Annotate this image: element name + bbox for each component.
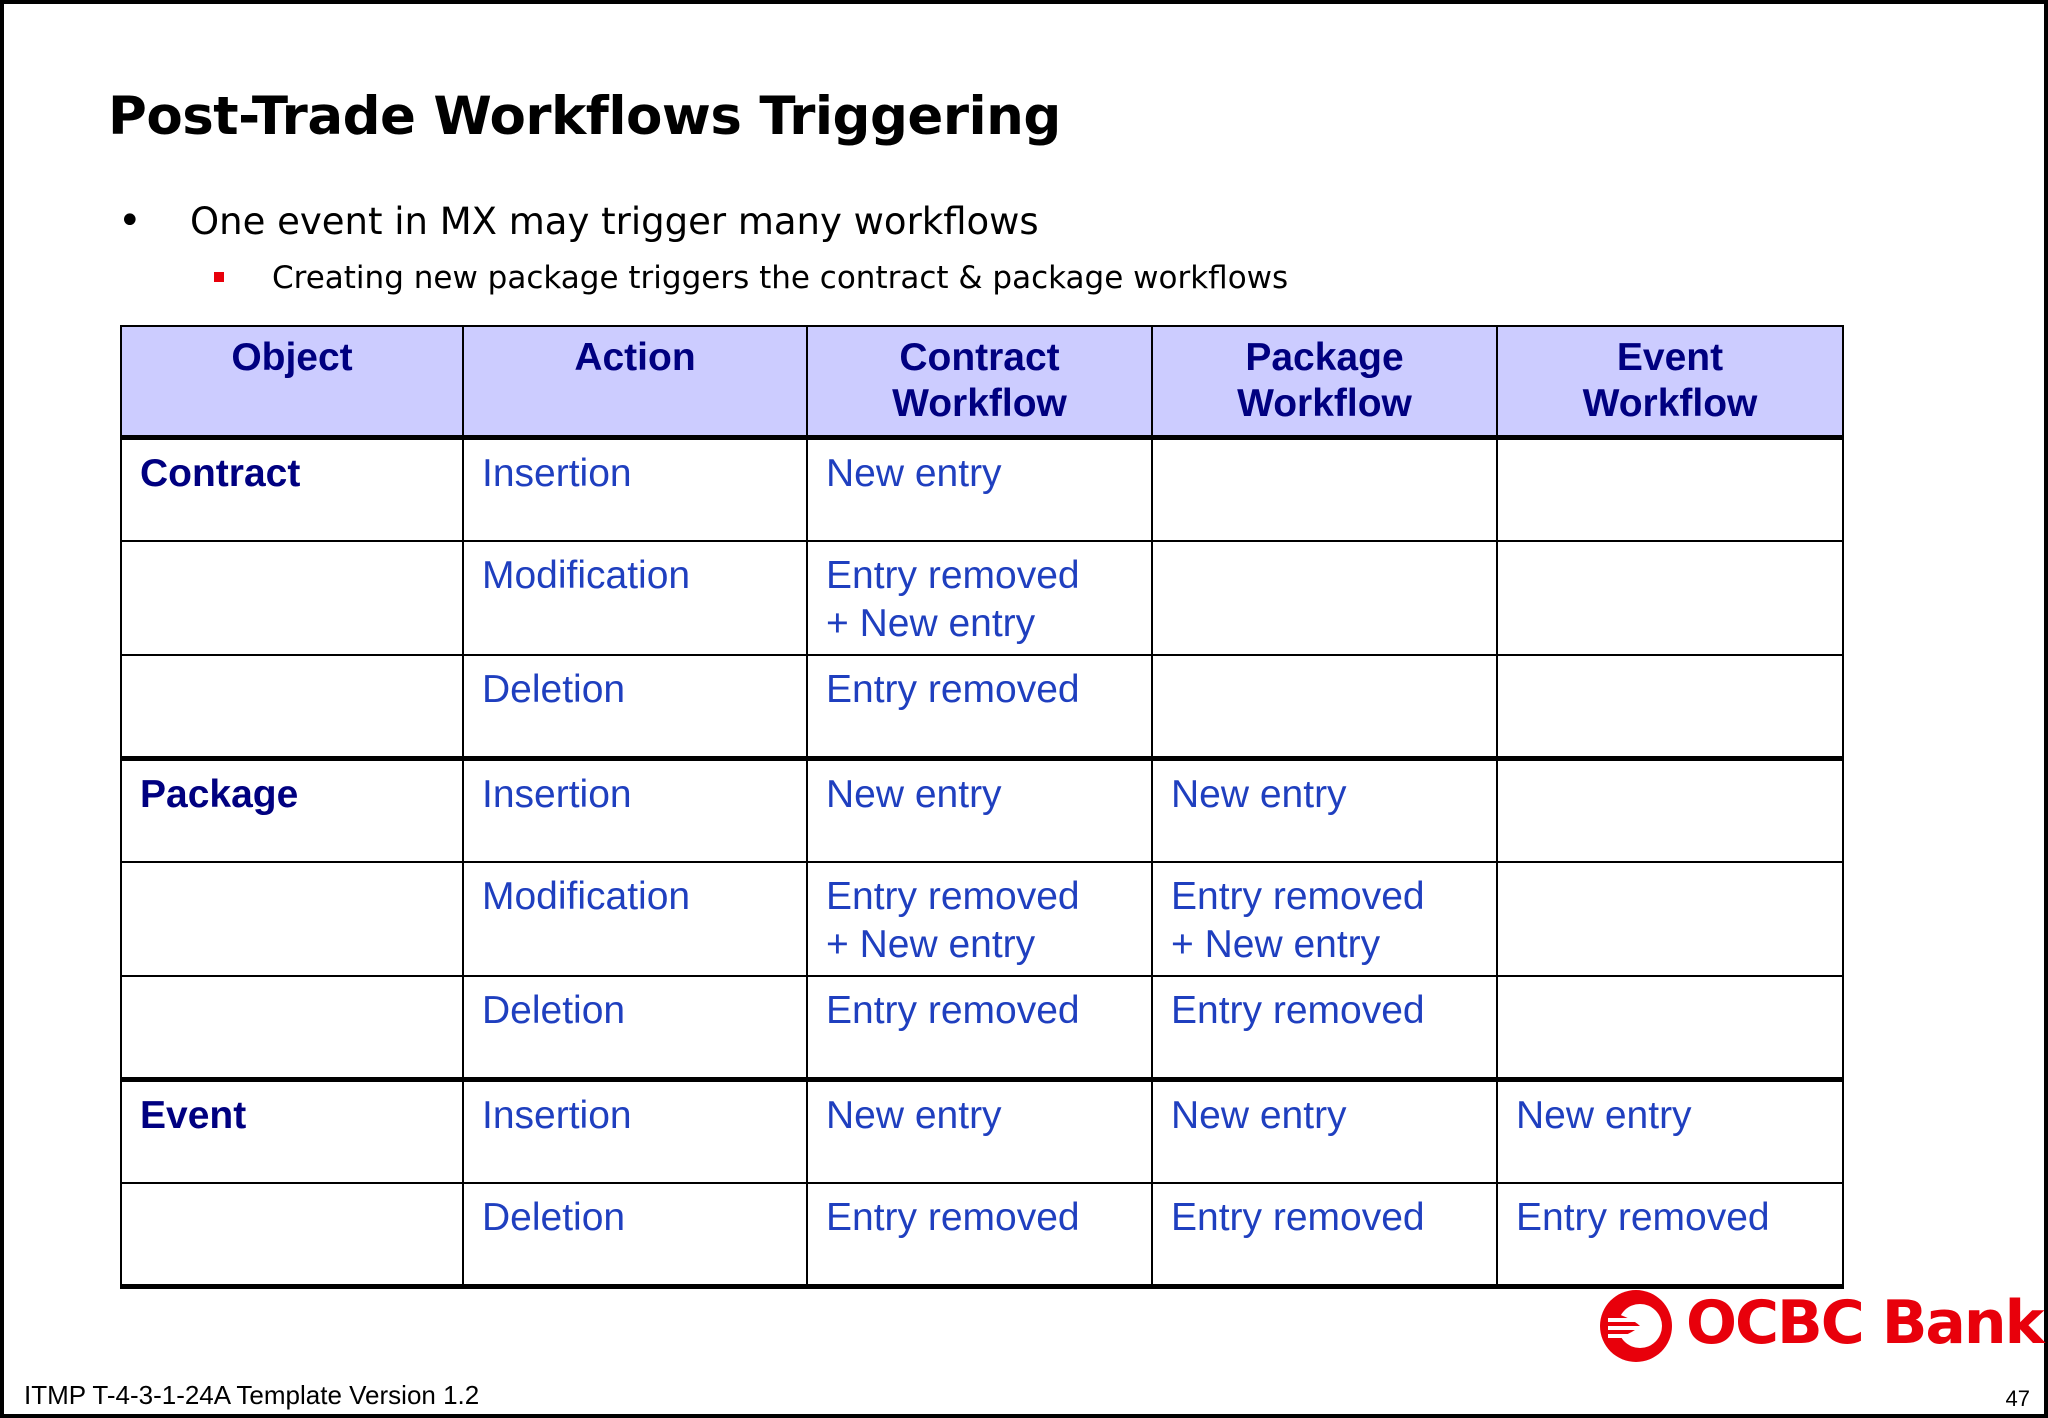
bullet-level2-text: Creating new package triggers the contract & package workflows <box>272 260 1289 296</box>
cell-contract: Entry removed <box>807 1183 1152 1287</box>
ocbc-logo-icon <box>1594 1286 1678 1366</box>
footer-template-version: ITMP T-4-3-1-24A Template Version 1.2 <box>24 1380 480 1410</box>
cell-package <box>1152 655 1497 759</box>
table-row <box>121 655 1843 759</box>
header-contract-workflow: Contract Workflow <box>807 326 1152 438</box>
cell-package: New entry <box>1152 1080 1497 1184</box>
header-package-workflow: Package Workflow <box>1152 326 1497 438</box>
cell-contract: New entry <box>807 759 1152 863</box>
table-row <box>121 1183 1843 1287</box>
cell-contract: Entry removed + New entry <box>807 862 1152 976</box>
cell-object: Event <box>121 1080 463 1184</box>
cell-action: Insertion <box>463 438 807 542</box>
table-row <box>121 541 1843 655</box>
cell-action: Insertion <box>463 759 807 863</box>
header-event-workflow: Event Workflow <box>1497 326 1843 438</box>
cell-contract: Entry removed + New entry <box>807 541 1152 655</box>
table-header-row <box>121 326 1843 438</box>
header-action: Action <box>463 326 807 438</box>
cell-package <box>1152 438 1497 542</box>
cell-action: Deletion <box>463 1183 807 1287</box>
cell-action: Modification <box>463 862 807 976</box>
cell-contract: New entry <box>807 438 1152 542</box>
cell-package: Entry removed <box>1152 976 1497 1080</box>
ocbc-logo <box>1594 1286 2043 1366</box>
table-row <box>121 862 1843 976</box>
ocbc-logo-text: OCBC Bank <box>1686 1288 2043 1358</box>
cell-package: Entry removed + New entry <box>1152 862 1497 976</box>
cell-event: Entry removed <box>1497 1183 1843 1287</box>
cell-action: Deletion <box>463 976 807 1080</box>
cell-object: Package <box>121 759 463 863</box>
cell-event: New entry <box>1497 1080 1843 1184</box>
bullet-square-icon <box>214 272 224 282</box>
page-number: 47 <box>2005 1386 2030 1411</box>
cell-contract: Entry removed <box>807 655 1152 759</box>
cell-package: New entry <box>1152 759 1497 863</box>
cell-event <box>1497 759 1843 863</box>
cell-package: Entry removed <box>1152 1183 1497 1287</box>
cell-event <box>1497 862 1843 976</box>
table-row <box>121 759 1843 863</box>
cell-event <box>1497 976 1843 1080</box>
slide-title: Post-Trade Workflows Triggering <box>108 86 1061 147</box>
cell-object <box>121 976 463 1080</box>
workflow-table <box>120 325 1844 1289</box>
cell-action: Deletion <box>463 655 807 759</box>
cell-event <box>1497 655 1843 759</box>
cell-event <box>1497 438 1843 542</box>
cell-event <box>1497 541 1843 655</box>
table-row <box>121 438 1843 542</box>
cell-contract: Entry removed <box>807 976 1152 1080</box>
header-object: Object <box>121 326 463 438</box>
cell-action: Modification <box>463 541 807 655</box>
table-row <box>121 976 1843 1080</box>
cell-package <box>1152 541 1497 655</box>
cell-object <box>121 1183 463 1287</box>
cell-action: Insertion <box>463 1080 807 1184</box>
cell-object: Contract <box>121 438 463 542</box>
cell-object <box>121 862 463 976</box>
cell-contract: New entry <box>807 1080 1152 1184</box>
table-row <box>121 1080 1843 1184</box>
bullet-dot-icon: • <box>118 198 142 244</box>
bullet-level1-text: One event in MX may trigger many workflows <box>190 200 1039 243</box>
cell-object <box>121 541 463 655</box>
cell-object <box>121 655 463 759</box>
